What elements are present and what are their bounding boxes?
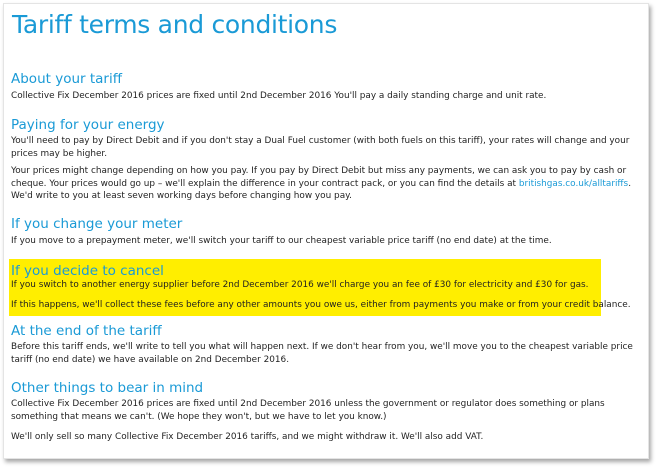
section-heading-end-of-tariff: At the end of the tariff	[11, 323, 162, 339]
other-things-fixed-prices-text: Collective Fix December 2016 prices are fixed until 2nd December 2016 unless the government or regulator does something or plans something that means we can't. (We hope they won't, but we have to let you know.)	[11, 399, 605, 422]
cancel-fee-text: If you switch to another energy supplier before 2nd December 2016 we'll charge you an fee of £30 for electricity and £30 for gas.	[11, 280, 589, 290]
terms-page	[3, 3, 649, 459]
cancel-collection-text: If this happens, we'll collect these fees before any other amounts you owe us, either from payments you make or from your credit balance.	[11, 300, 631, 310]
section-heading-change-meter: If you change your meter	[11, 216, 183, 232]
change-meter-text: If you move to a prepayment meter, we'll switch your tariff to our cheapest variable price tariff (no end date) at the time.	[11, 236, 552, 246]
section-heading-paying: Paying for your energy	[11, 117, 165, 133]
page-title: Tariff terms and conditions	[12, 10, 338, 39]
paying-method-text	[11, 165, 645, 203]
section-heading-about-tariff: About your tariff	[11, 71, 123, 87]
other-things-vat-text: We'll only sell so many Collective Fix December 2016 tariffs, and we might withdraw it. We'll also add VAT.	[11, 432, 484, 442]
end-of-tariff-text: Before this tariff ends, we'll write to tell you what will happen next. If we don't hear from you, we'll move you to the cheapest variable price tariff (no end date) we have available on 2nd December 2016.	[11, 342, 633, 365]
paying-method-text-end: . We'd write to you at least seven working days before changing how you pay.	[11, 178, 632, 202]
section-heading-cancel: If you decide to cancel	[11, 263, 164, 279]
paying-method-text-start: Your prices might change depending on how you pay. If you pay by Direct Debit but miss any payments, we can ask you to pay by cash or cheque. Your prices would go up – we'll explain the difference in your contract pack, or you can find the details at	[11, 166, 627, 189]
section-heading-other-things: Other things to bear in mind	[11, 380, 204, 396]
about-tariff-text: Collective Fix December 2016 prices are fixed until 2nd December 2016 You'll pay a daily standing charge and unit rate.	[11, 91, 547, 101]
all-tariffs-link[interactable]: britishgas.co.uk/alltariffs	[518, 178, 629, 189]
paying-direct-debit-text: You'll need to pay by Direct Debit and if you don't stay a Dual Fuel customer (with both fuels on this tariff), your rates will change and your prices may be higher.	[11, 136, 630, 159]
